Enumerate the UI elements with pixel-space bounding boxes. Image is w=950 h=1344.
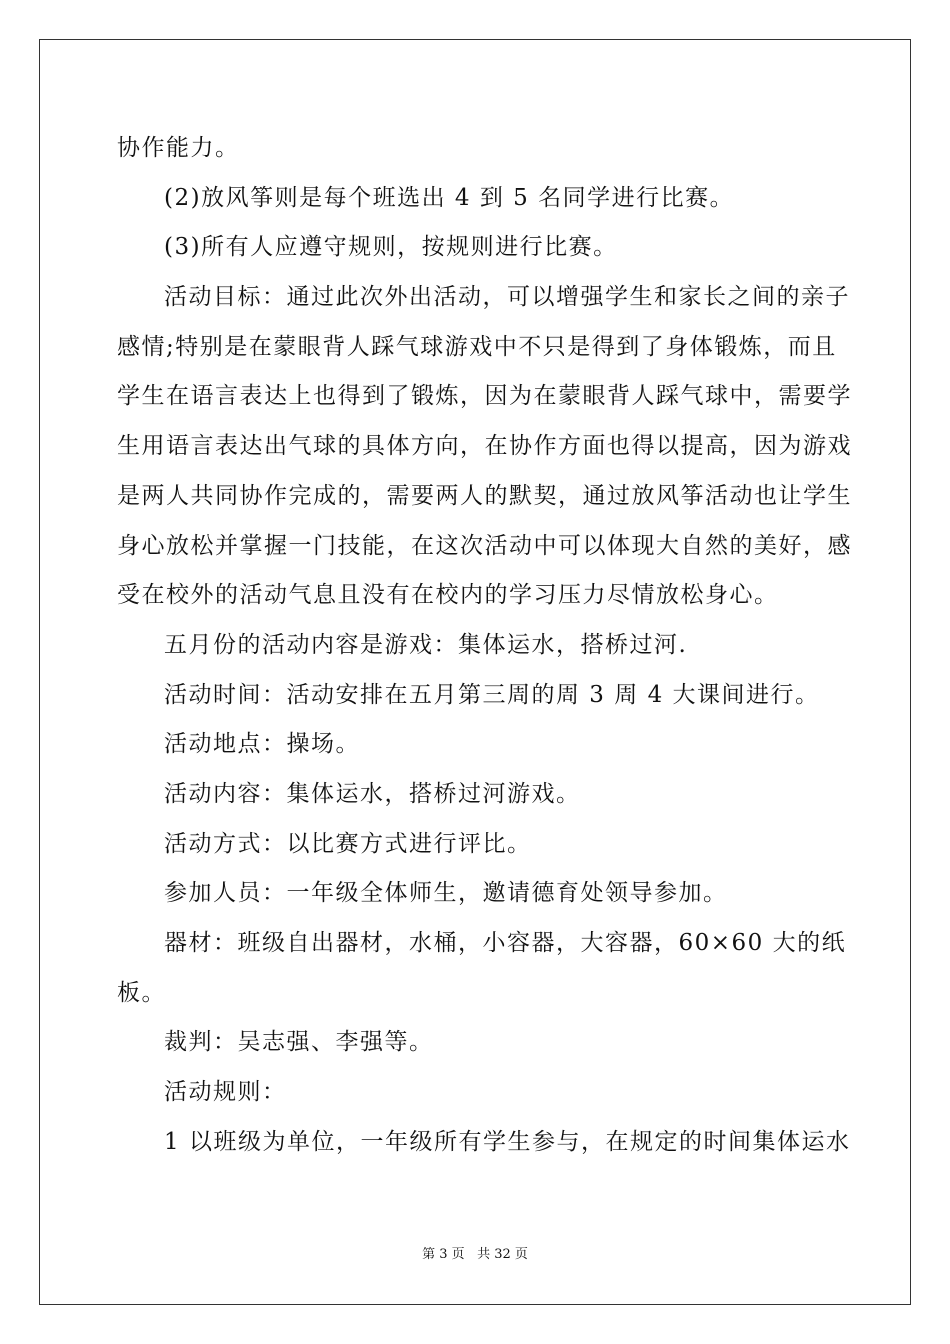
- text-line: 活动方式：以比赛方式进行评比。: [164, 830, 532, 857]
- text-line: 学生在语言表达上也得到了锻炼，因为在蒙眼背人踩气球中，需要学: [117, 383, 852, 410]
- text-line: 受在校外的活动气息且没有在校内的学习压力尽情放松身心。: [117, 582, 779, 609]
- text-line: 感情;特别是在蒙眼背人踩气球游戏中不只是得到了身体锻炼，而且: [117, 333, 837, 360]
- document-body: [117, 124, 852, 1167]
- text-line: 活动时间：活动安排在五月第三周的周 3 周 4 大课间进行。: [164, 681, 820, 708]
- text-line: 参加人员：一年级全体师生，邀请德育处领导参加。: [164, 880, 728, 907]
- text-line: 裁判：吴志强、李强等。: [164, 1029, 434, 1056]
- text-line: (2)放风筝则是每个班选出 4 到 5 名同学进行比赛。: [164, 184, 735, 211]
- text-line: 活动地点：操场。: [164, 731, 360, 758]
- text-line: 五月份的活动内容是游戏：集体运水，搭桥过河.: [164, 631, 688, 658]
- text-line: 活动内容：集体运水，搭桥过河游戏。: [164, 780, 581, 807]
- text-line: 板。: [117, 979, 166, 1006]
- text-line: 协作能力。: [117, 135, 240, 161]
- text-line: 是两人共同协作完成的，需要两人的默契，通过放风筝活动也让学生: [117, 482, 852, 509]
- text-line: (3)所有人应遵守规则，按规则进行比赛。: [164, 234, 618, 261]
- text-line: 身心放松并掌握一门技能，在这次活动中可以体现大自然的美好，感: [117, 532, 852, 559]
- text-line: 活动目标：通过此次外出活动，可以增强学生和家长之间的亲子: [164, 284, 850, 311]
- text-line: 活动规则：: [164, 1079, 287, 1106]
- text-line: 1 以班级为单位，一年级所有学生参与，在规定的时间集体运水: [164, 1128, 851, 1155]
- page-total: 共 32 页: [477, 1247, 528, 1262]
- page-footer: [0, 1245, 950, 1265]
- page-number: 第 3 页: [422, 1247, 465, 1262]
- text-line: 器材：班级自出器材，水桶，小容器，大容器，60×60 大的纸: [164, 930, 847, 956]
- text-line: 生用语言表达出气球的具体方向，在协作方面也得以提高，因为游戏: [117, 433, 852, 460]
